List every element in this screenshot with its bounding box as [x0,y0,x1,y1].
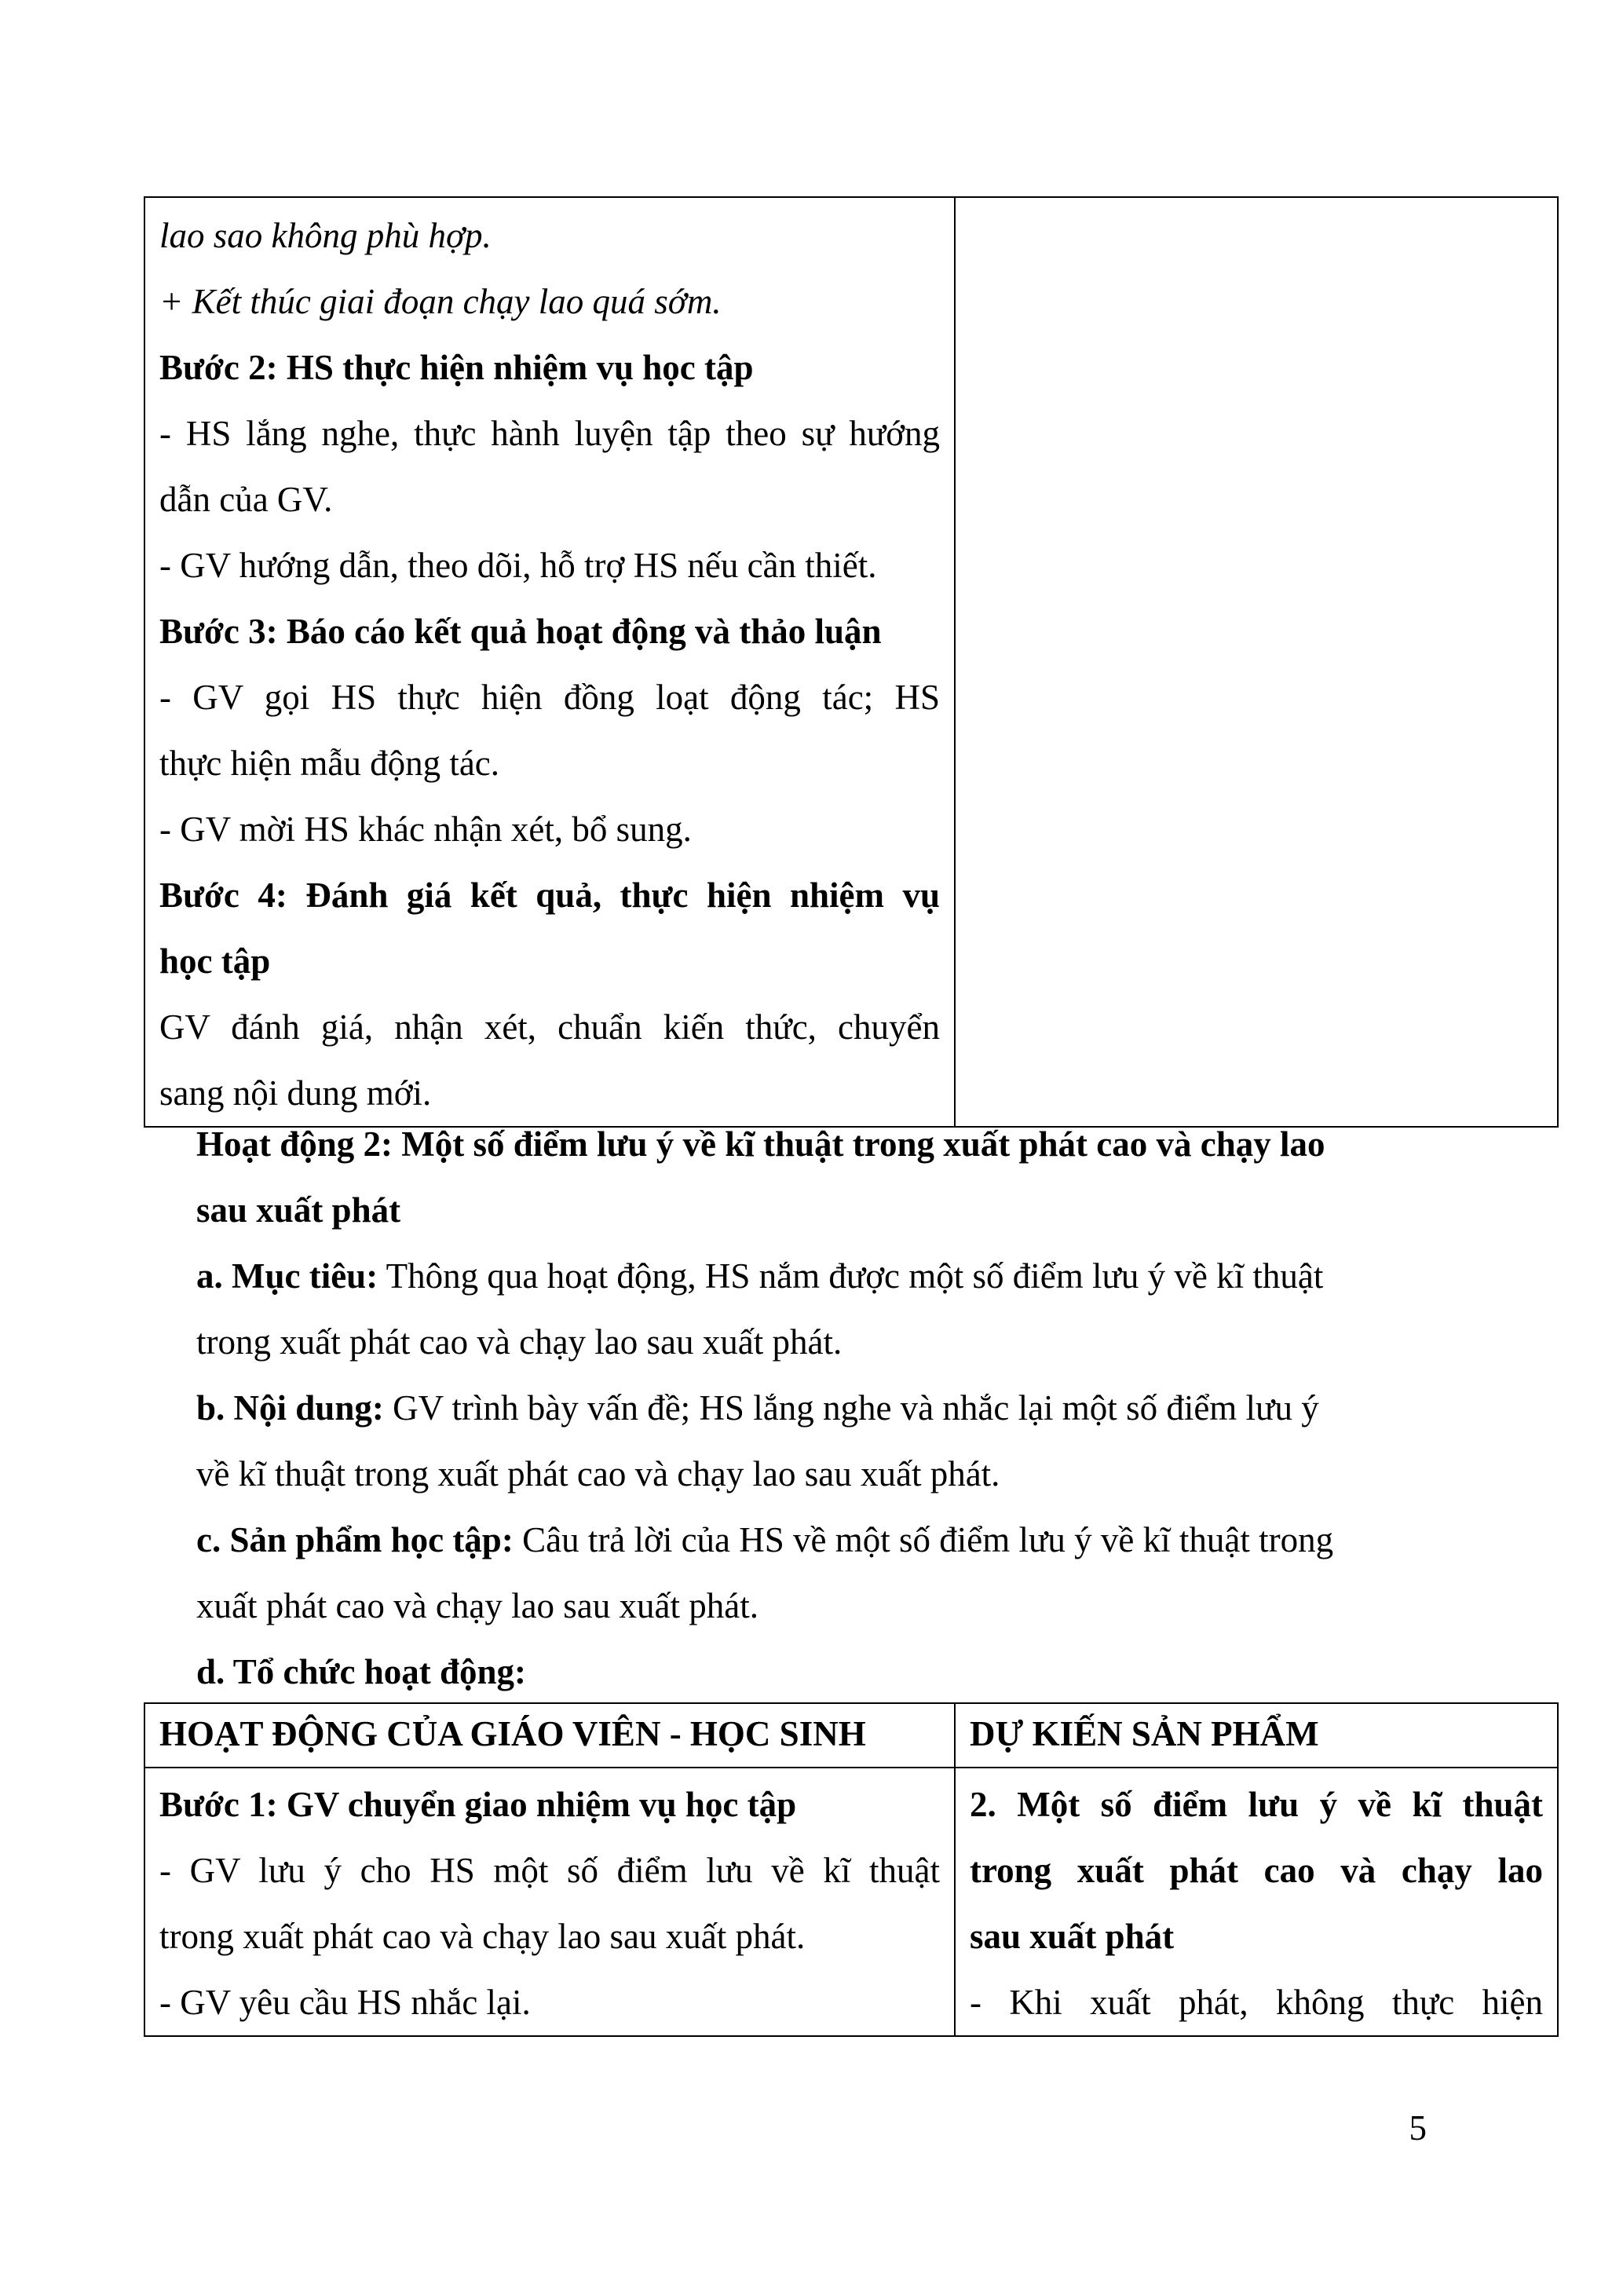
text-line: - GV gọi HS thực hiện đồng loạt động tác; HS [159,678,940,717]
content-label: b. Nội dung: [196,1388,384,1428]
content-paragraph [196,1375,1429,1441]
table-row [144,197,1558,1127]
step-2-heading: Bước 2: HS thực hiện nhiệm vụ học tập [159,348,754,387]
activity-table-continued [144,196,1559,1128]
teacher-student-activity-cell [144,1768,955,2036]
text-line: + Kết thúc giai đoạn chạy lao quá sớm. [159,282,722,321]
text-line: về kĩ thuật trong xuất phát cao và chạy lao sau xuất phát. [196,1454,1000,1493]
text-line: GV đánh giá, nhận xét, chuẩn kiến thức, chuyển [159,1007,940,1047]
step-4-heading-cont: học tập [159,941,271,981]
step-3-heading: Bước 3: Báo cáo kết quả hoạt động và thảo luận [159,612,882,651]
table-row [144,1768,1558,2036]
text-line: - HS lắng nghe, thực hành luyện tập theo sự hướng [159,414,940,453]
product-heading-end: sau xuất phát [970,1917,1175,1956]
text-line: xuất phát cao và chạy lao sau xuất phát. [196,1586,758,1625]
product-heading-cont: trong xuất phát cao và chạy lao [970,1851,1543,1890]
activity-2-table [144,1702,1559,2037]
step-4-heading: Bước 4: Đánh giá kết quả, thực hiện nhiệm vụ [159,876,940,915]
teacher-student-activity-cell [144,197,955,1127]
text-line: - GV hướng dẫn, theo dõi, hỗ trợ HS nếu cần thiết. [159,546,877,585]
organization-label: d. Tổ chức hoạt động: [196,1652,527,1691]
product-text: Câu trả lời của HS về một số điểm lưu ý về kĩ thuật trong [513,1520,1334,1559]
content-text: GV trình bày vấn đề; HS lắng nghe và nhắc lại một số điểm lưu ý [383,1388,1319,1428]
objective-paragraph [196,1243,1429,1309]
text-line: dẫn của GV. [159,480,333,519]
text-line: lao sao không phù hợp. [159,216,492,255]
text-line: - Khi xuất phát, không thực hiện [970,1983,1543,2022]
table-header-row [144,1703,1558,1768]
text-line: trong xuất phát cao và chạy lao sau xuất phát. [196,1322,843,1362]
text-line: - GV mời HS khác nhận xét, bổ sung. [159,810,692,849]
product-paragraph [196,1507,1429,1573]
objective-text: Thông qua hoạt động, HS nắm được một số điểm lưu ý về kĩ thuật [378,1256,1324,1296]
product-heading: 2. Một số điểm lưu ý về kĩ thuật [970,1785,1543,1824]
text-line: - GV lưu ý cho HS một số điểm lưu về kĩ thuật [159,1851,940,1890]
objective-label: a. Mục tiêu: [196,1256,378,1296]
text-line: thực hiện mẫu động tác. [159,744,500,783]
step-1-heading: Bước 1: GV chuyển giao nhiệm vụ học tập [159,1785,797,1824]
activity-2-section [196,1111,1429,1705]
expected-product-cell [955,197,1558,1127]
text-line: sang nội dung mới. [159,1073,432,1113]
activity-2-heading-cont: sau xuất phát [196,1190,401,1230]
activity-2-heading: Hoạt động 2: Một số điểm lưu ý về kĩ thuật trong xuất phát cao và chạy lao [196,1124,1325,1164]
product-label: c. Sản phẩm học tập: [196,1520,514,1559]
text-line: trong xuất phát cao và chạy lao sau xuất phát. [159,1917,806,1956]
header-expected-product: DỰ KIẾN SẢN PHẨM [955,1703,1558,1768]
header-teacher-student-activity: HOẠT ĐỘNG CỦA GIÁO VIÊN - HỌC SINH [144,1703,955,1768]
text-line: - GV yêu cầu HS nhắc lại. [159,1983,531,2022]
page-number: 5 [1409,2108,1427,2148]
expected-product-cell [955,1768,1558,2036]
